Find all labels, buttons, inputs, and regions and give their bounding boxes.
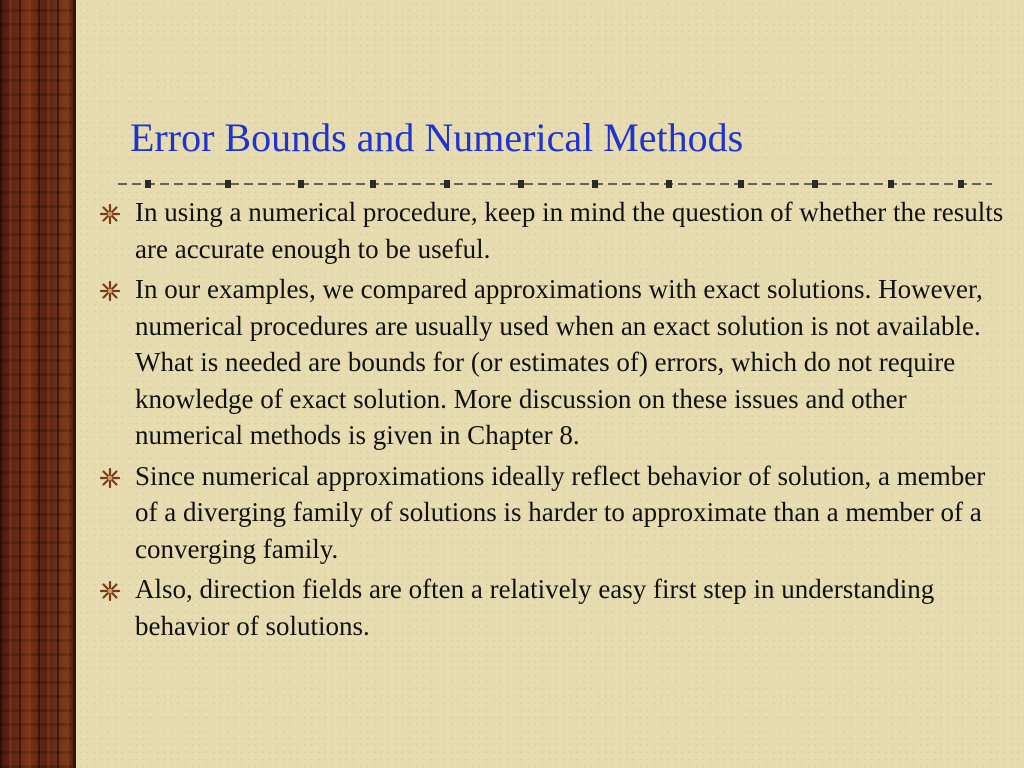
bullet-item	[94, 271, 1004, 454]
bullet-text: Also, direction fields are often a relatively easy first step in understanding behavior of solutions.	[135, 574, 935, 641]
slide-title: Error Bounds and Numerical Methods	[130, 115, 744, 160]
bullet-text: Since numerical approximations ideally reflect behavior of solution, a member of a diverging family of solutions is harder to approximate than a member of a converging family.	[135, 460, 986, 564]
bullet-text: In our examples, we compared approximations with exact solutions. However, numerical procedures are usually used when an exact solution is not available. What is needed are bounds for (or estimates of) errors, which do not require knowledge of exact solution. More discussion on these issues and other numerical methods is given in Chapter 8.	[135, 274, 983, 450]
bullet-item	[94, 571, 1004, 644]
bullet-item	[94, 458, 1004, 568]
title-divider	[118, 176, 992, 192]
asterisk-star-icon	[100, 468, 120, 488]
bullet-list	[94, 194, 1004, 648]
asterisk-star-icon	[100, 281, 120, 301]
bullet-text: In using a numerical procedure, keep in mind the question of whether the results are accurate enough to be useful.	[135, 197, 1004, 264]
decorative-side-strip	[0, 0, 76, 768]
bullet-item	[94, 194, 1004, 267]
asterisk-star-icon	[100, 204, 120, 224]
asterisk-star-icon	[100, 581, 120, 601]
